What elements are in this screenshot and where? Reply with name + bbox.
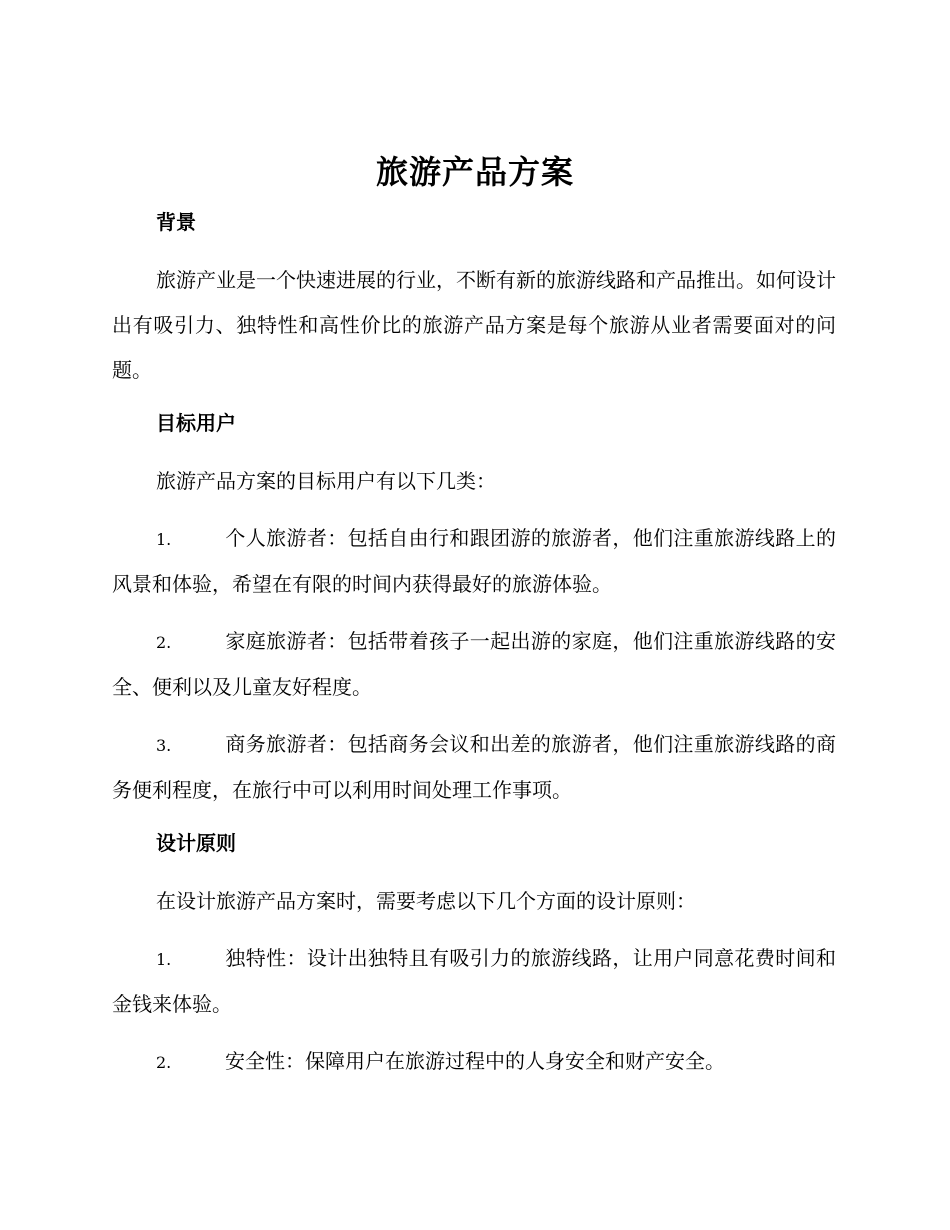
design-principles-intro: 在设计旅游产品方案时，需要考虑以下几个方面的设计原则： <box>156 889 696 913</box>
list-item <box>112 619 836 710</box>
section-heading-target-users: 目标用户 <box>156 411 236 435</box>
list-item <box>112 936 836 1027</box>
background-paragraph: 旅游产业是一个快速进展的行业，不断有新的旅游线路和产品推出。如何设计出有吸引力、独特性和高性价比的旅游产品方案是每个旅游从业者需要面对的问题。 <box>112 268 836 382</box>
list-item-number: 1. <box>156 950 172 969</box>
list-item-text: 安全性：保障用户在旅游过程中的人身安全和财产安全。 <box>225 1049 725 1073</box>
list-item <box>112 1039 836 1085</box>
document-title: 旅游产品方案 <box>375 153 574 191</box>
list-item-text: 商务旅游者：包括商务会议和出差的旅游者，他们注重旅游线路的商务便利程度，在旅行中可以利用时间处理工作事项。 <box>112 732 836 802</box>
list-item-number: 2. <box>156 1053 172 1072</box>
list-item-text: 个人旅游者：包括自由行和跟团游的旅游者，他们注重旅游线路上的风景和体验，希望在有限的时间内获得最好的旅游体验。 <box>112 526 836 596</box>
list-item-number: 3. <box>156 736 172 755</box>
section-heading-design-principles: 设计原则 <box>156 831 236 855</box>
section-heading-background: 背景 <box>156 210 196 234</box>
list-item-text: 家庭旅游者：包括带着孩子一起出游的家庭，他们注重旅游线路的安全、便利以及儿童友好程度。 <box>112 629 836 699</box>
list-item <box>112 722 836 813</box>
document-body <box>112 204 836 1097</box>
list-item <box>112 516 836 607</box>
list-item-number: 2. <box>156 633 172 652</box>
target-users-intro: 旅游产品方案的目标用户有以下几类： <box>156 469 496 493</box>
list-item-text: 独特性：设计出独特且有吸引力的旅游线路，让用户同意花费时间和金钱来体验。 <box>112 946 836 1016</box>
list-item-number: 1. <box>156 530 172 549</box>
